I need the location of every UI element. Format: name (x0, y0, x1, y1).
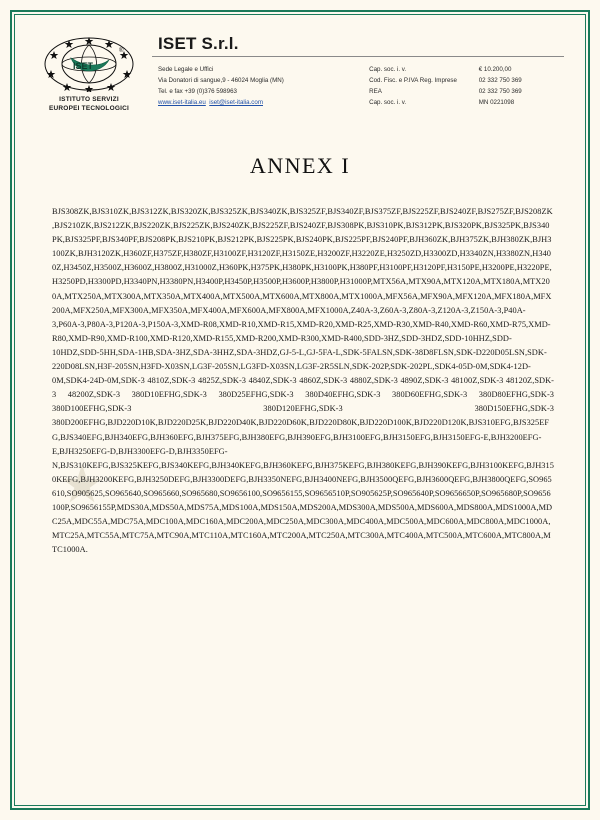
website-link[interactable]: www.iset-italia.eu (158, 99, 206, 107)
capital-label-2: Cap. soc. i. v. (369, 99, 407, 107)
legal-office-label: Sede Legale e Uffici (158, 65, 214, 73)
rea-value: 02 332 750 369 (478, 87, 522, 95)
rea-label: REA (369, 87, 382, 95)
product-code-list: BJS308ZK,BJS310ZK,BJS312ZK,BJS320ZK,BJS325ZK,BJS340ZK,BJS325ZF,BJS340ZF,BJS375ZF,BJS225ZF,BJS240ZF,BJS275ZF,BJS208ZK,BJS210ZK,BJS212ZK,BJS220ZK,BJS225ZK,BJS240ZK,BJS225ZF,BJS240ZF,BJS308PK,BJS310PK,BJS312PK,BJS320PK,BJS325PK,BJS340PK,BJS325PF,BJS340PF,BJS208PK,BJS210PK,BJS212PK,BJS225PK,BJS240PK,BJS225PF,BJS240PF,BJH360ZK,BJH375ZK,BJH380ZK,BJH3100ZK,BJH3120ZK,H360ZF,H375ZF,H380ZF,H3100ZF,H3120ZF,H3150ZE,H3200ZF,H3220ZE,H3250ZD,H3300ZD,H3340ZN,H3380ZN,H3400Z,H3450Z,H3500Z,H3600Z,H3800Z,H31000Z,H360PK,H375PK,H380PK,H3100PK,H380PF,H3100PF,H3120PF,H3150PE,H3200PE,H3220PE,H3250PD,H3300PD,H3340PN,H3380PN,H3400P,H3450P,H3500P,H3600P,H3800P,H31000P,MTX56A,MTX90A,MTX120A,MTX180A,MTX200A,MTX250A,MTX300A,MTX350A,MTX400A,MTX500A,MTX600A,MTX800A,MTX1000A,MFX56A,MFX90A,MFX120A,MFX180A,MFX200A,MFX250A,MFX300A,MFX350A,MFX400A,MFX600A,MFX800A,MFX1000A,Z40A-3,Z60A-3,Z80A-3,Z120A-3,Z150A-3,P40A-3,P60A-3,P80A-3,P120A-3,P150A-3,XMD-R08,XMD-R10,XMD-R15,XMD-R20,XMD-R25,XMD-R30,XMD-R40,XMD-R60,XMD-R75,XMD-R80,XMD-R90,XMD-R100,XMD-R120,XMD-R155,XMD-R200,XMD-R300,XMD-R400,SDD-3HZ,SDD-3HDZ,SDD-10HHZ,SDD-10HDZ,SDD-5HH,SDA-1HB,SDA-3HZ,SDA-3HHZ,SDA-3HDZ,GJ-5-L,GJ-5FA-L,SDK-5FALSN,SDK-38D8FLSN,SDK-D220D05LSN,SDK-220D08LSN,H3F-205SN,H3FD-X03SN,LG3F-205SN,LG3FD-X03SN,LG3F-2R5SLN,SDK-202P,SDK-202PL,SDK4-05D-0M,SDK4-12D-0M,SDK4-24D-0M,SDK-3 4810Z,SDK-3 4825Z,SDK-3 4840Z,SDK-3 4860Z,SDK-3 4880Z,SDK-3 4890Z,SDK-3 48100Z,SDK-3 48120Z,SDK-3 48200Z,SDK-3 380D10EFHG,SDK-3 380D25EFHG,SDK-3 380D40EFHG,SDK-3 380D60EFHG,SDK-3 380D80EFHG,SDK-3 380D100EFHG,SDK-3 380D120EFHG,SDK-3 380D150EFHG,SDK-3 380D200EFHG,BJD220D10K,BJD220D25K,BJD220D40K,BJD220D60K,BJD220D80K,BJD220D100K,BJD220D120K,BJS310EFG,BJS325EFG,BJS340EFG,BJH340EFG,BJH360EFG,BJH375EFG,BJH380EFG,BJH390EFG,BJH3100EFG,BJH3150EFG,BJH3150EFG-E,BJH3200EFG-E,BJH3250EFG-D,BJH3300EFG-D,BJH3350EFG-N,BJS310KEFG,BJS325KEFG,BJS340KEFG,BJH340KEFG,BJH360KEFG,BJH375KEFG,BJH380KEFG,BJH390KEFG,BJH3100KEFG,BJH3150KEFG,BJH3200KEFG,BJH3250DEFG,BJH3300DEFG,BJH3350NEFG,BJH3400NEFG,BJH3500QEFG,BJH3600QEFG,BJH3800QEFG,SO965610,SO905625,SO965640,SO965660,SO965680,SO9656100,SO9656155,SO9656510P,SO905625P,SO965640P,SO9656650P,SO965680P,SO9656100P,SO9656155P,MDS30A,MDS50A,MDS75A,MDS100A,MDS150A,MDS200A,MDS300A,MDS500A,MDS600A,MDS800A,MDS1000A,MDC25A,MDC55A,MDC75A,MDC100A,MDC160A,MDC200A,MDC250A,MDC300A,MDC400A,MDC500A,MDC600A,MDC800A,MDC1000A,MTC25A,MTC55A,MTC75A,MTC90A,MTC110A,MTC160A,MTC200A,MTC250A,MTC300A,MTC400A,MTC500A,MTC600A,MTC800A,MTC1000A. (52, 207, 554, 555)
vat-value: 02 332 750 369 (478, 76, 522, 84)
page-title: ANNEX I (249, 153, 351, 178)
page-content (22, 22, 578, 798)
capital-label: Cap. soc. i. v. (369, 65, 407, 73)
company-info-table (158, 64, 564, 109)
logo-caption-line2: EUROPEI TECNOLOGICI (48, 104, 129, 112)
company-details (148, 32, 564, 109)
star-watermark-icon: ★ (58, 457, 106, 514)
capital-value: € 10.200,00 (478, 65, 512, 73)
table-row (158, 64, 564, 75)
header-divider (152, 56, 564, 57)
registration-number-value: MN 0221098 (478, 99, 515, 107)
table-row (158, 98, 564, 109)
phone-value: Tel. e fax +39 (0)376 598963 (158, 87, 237, 95)
letterhead (22, 22, 578, 119)
logo-caption-line1: ISTITUTO SERVIZI (59, 96, 119, 103)
company-logo (30, 32, 148, 113)
email-link[interactable]: iset@iset-italia.com (209, 99, 263, 107)
table-row (158, 75, 564, 86)
table-row (158, 86, 564, 97)
svg-text:®: ® (119, 48, 124, 54)
address-value: Via Donatori di sangue,9 - 46024 Moglia (MN) (158, 76, 284, 84)
company-name: ISET S.r.l. (158, 34, 239, 53)
web-contact-cell (158, 98, 369, 109)
logo-caption (30, 96, 148, 113)
svg-text:ISET: ISET (73, 61, 94, 71)
globe-stars-emblem-icon (43, 36, 135, 92)
vat-label: Cod. Fisc. e P.IVA Reg. Imprese (369, 76, 457, 84)
